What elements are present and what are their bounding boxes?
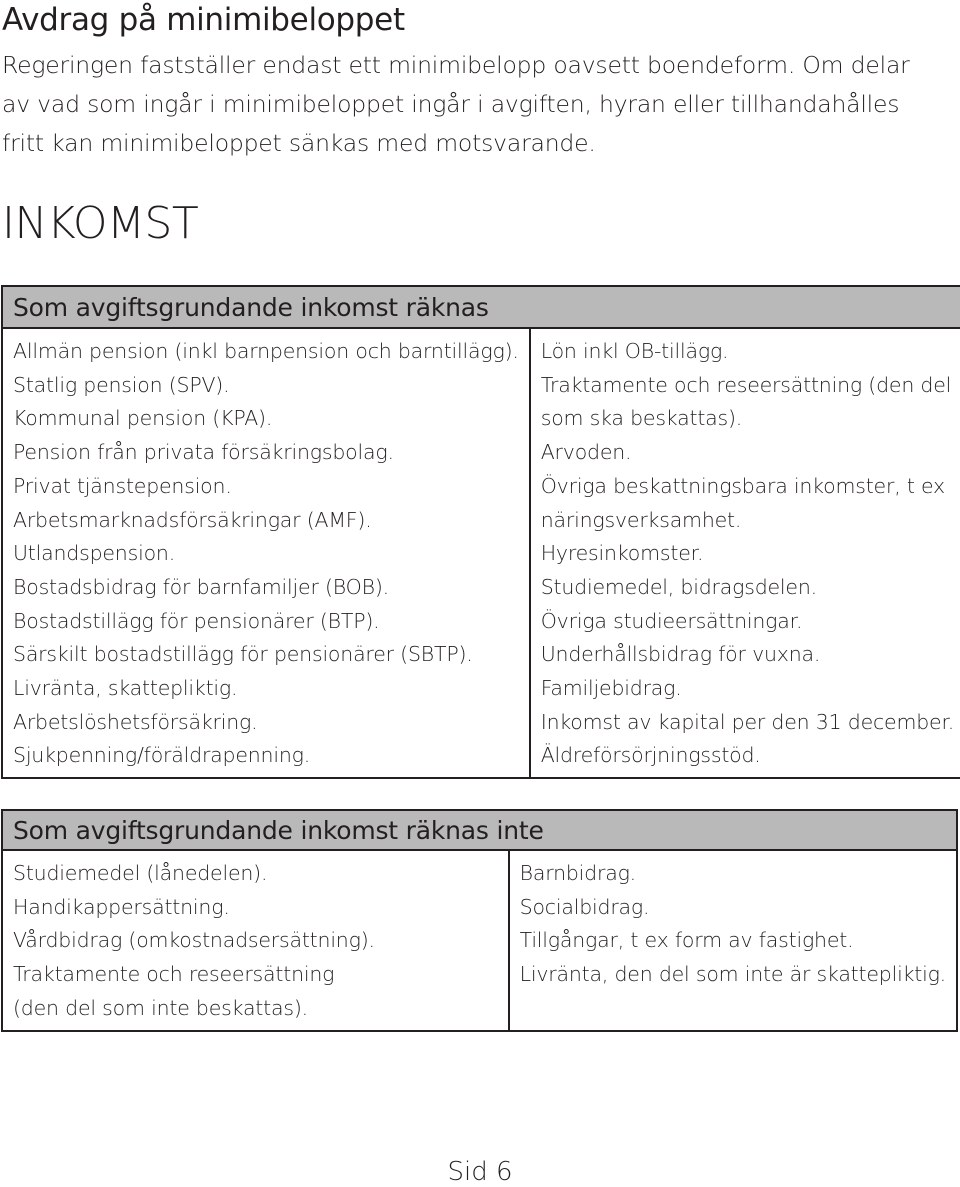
list-item: Arbetslöshetsförsäkring. xyxy=(13,709,258,734)
list-item: Övriga studieersättningar. xyxy=(540,608,803,633)
list-item: som ska beskattas). xyxy=(540,406,743,431)
list-item: Underhållsbidrag för vuxna. xyxy=(540,642,821,667)
included-income-header-row xyxy=(2,286,960,328)
list-item: Bostadstillägg för pensionärer (BTP). xyxy=(13,608,380,633)
list-item: (den del som inte beskattas). xyxy=(13,995,308,1020)
list-item: Vårdbidrag (omkostnadsersättning). xyxy=(13,928,375,953)
list-item: Familjebidrag. xyxy=(540,676,682,701)
page-heading: Avdrag på minimibeloppet xyxy=(2,2,405,38)
intro-paragraph xyxy=(2,46,952,163)
page-number: Sid 6 xyxy=(447,1157,513,1187)
list-item: Livränta, skattepliktig. xyxy=(13,676,238,701)
list-item: Privat tjänstepension. xyxy=(13,473,232,498)
included-income-title: Som avgiftsgrundande inkomst räknas xyxy=(2,286,960,328)
excluded-income-table xyxy=(1,809,958,1032)
list-item: Bostadsbidrag för barnfamiljer (BOB). xyxy=(13,574,389,599)
list-item: Barnbidrag. xyxy=(519,861,637,885)
list-item: Traktamente och reseersättning xyxy=(13,962,335,987)
list-item: Lön inkl OB-tillägg. xyxy=(540,339,729,363)
list-item: näringsverksamhet. xyxy=(540,507,742,532)
included-income-table xyxy=(1,285,960,779)
list-item: Studiemedel, bidragsdelen. xyxy=(540,574,817,599)
list-item: Pension från privata försäkringsbolag. xyxy=(13,440,394,465)
list-item: Traktamente och reseersättning (den del xyxy=(540,372,952,397)
list-item: Livränta, den del som inte är skattepliktig. xyxy=(519,962,946,987)
list-item: Inkomst av kapital per den 31 december. xyxy=(540,709,955,734)
list-item: Handikappersättning. xyxy=(13,894,230,919)
list-item: Hyresinkomster. xyxy=(540,541,704,566)
list-item: Utlandspension. xyxy=(13,541,176,566)
list-item: Sjukpenning/föräldrapenning. xyxy=(13,743,311,768)
excluded-income-left-column xyxy=(2,850,509,1031)
excluded-income-header-row xyxy=(2,810,957,850)
list-item: Statlig pension (SPV). xyxy=(13,372,230,397)
list-item: Allmän pension (inkl barnpension och barntillägg). xyxy=(13,339,519,363)
list-item: Tillgångar, t ex form av fastighet. xyxy=(519,928,854,953)
list-item: Arvoden. xyxy=(540,440,632,465)
excluded-income-right-column xyxy=(509,850,957,1031)
list-item: Studiemedel (lånedelen). xyxy=(13,861,268,885)
excluded-income-body-row xyxy=(2,850,957,1031)
list-item: Socialbidrag. xyxy=(519,894,650,919)
included-income-left-column xyxy=(2,328,530,778)
list-item: Övriga beskattningsbara inkomster, t ex xyxy=(540,473,945,498)
list-item: Äldreförsörjningsstöd. xyxy=(540,743,761,768)
excluded-income-title: Som avgiftsgrundande inkomst räknas inte xyxy=(2,810,957,850)
list-item: Kommunal pension (KPA). xyxy=(13,406,273,431)
list-item: Arbetsmarknadsförsäkringar (AMF). xyxy=(13,507,372,532)
intro-line: Regeringen fastställer endast ett minimibelopp oavsett boendeform. Om delar xyxy=(2,51,910,79)
included-income-right-column xyxy=(530,328,960,778)
intro-line: fritt kan minimibeloppet sänkas med motsvarande. xyxy=(2,129,596,157)
intro-line: av vad som ingår i minimibeloppet ingår i avgiften, hyran eller tillhandahålles xyxy=(2,90,900,118)
section-title: INKOMST xyxy=(2,198,199,249)
list-item: Särskilt bostadstillägg för pensionärer (SBTP). xyxy=(13,642,473,667)
included-income-body-row xyxy=(2,328,960,778)
